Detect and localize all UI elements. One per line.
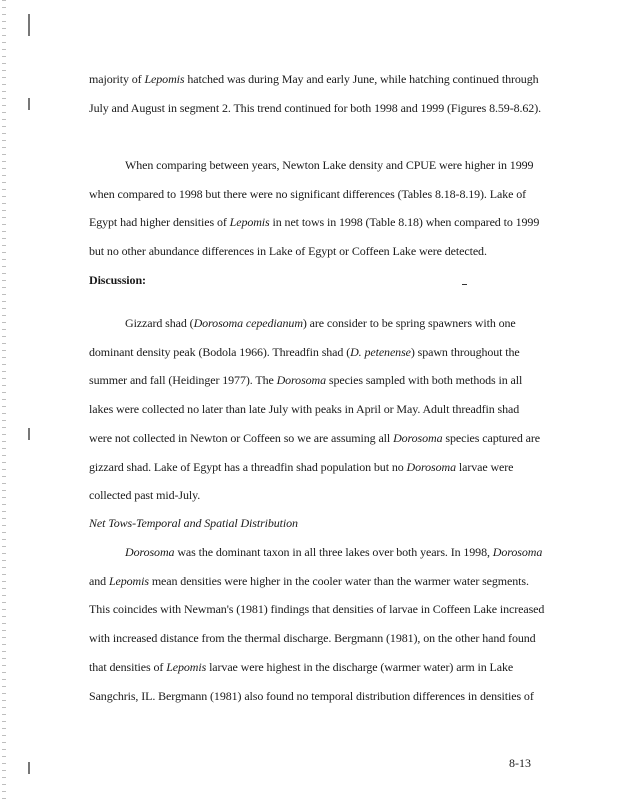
- text-run: was the dominant taxon in all three lakes over both years. In 1998,: [174, 545, 493, 559]
- scan-margin-mark: [28, 428, 30, 440]
- text-run: that densities of: [89, 660, 167, 674]
- text-run: Egypt had higher densities of: [89, 215, 230, 229]
- paragraph-line: [89, 345, 520, 360]
- text-run: gizzard shad. Lake of Egypt has a threadfin shad population but no: [89, 460, 407, 474]
- scan-margin-mark: [28, 762, 30, 774]
- text-run: majority of: [89, 72, 145, 86]
- italic-run: Lepomis: [144, 72, 185, 86]
- paragraph-line: When comparing between years, Newton Lake density and CPUE were higher in 1999: [125, 158, 534, 172]
- text-run: in net tows in 1998 (Table 8.18) when compared to 1999: [269, 215, 540, 229]
- text-run: were not collected in Newton or Coffeen so we are assuming all: [89, 431, 394, 445]
- paragraph-line: [125, 316, 516, 331]
- text-run: hatched was during May and early June, while hatching continued through: [184, 72, 539, 86]
- paragraph-line: lakes were collected no later than late July with peaks in April or May. Adult threadfin shad: [89, 402, 520, 416]
- italic-run: Lepomis: [166, 660, 207, 674]
- text-run: species sampled with both methods in all: [326, 373, 523, 387]
- paragraph-line: [125, 545, 542, 560]
- scan-margin-mark: [28, 98, 30, 110]
- text-run: species captured are: [442, 431, 541, 445]
- italic-run: Dorosoma: [276, 373, 327, 387]
- paragraph-line: [89, 431, 540, 446]
- italic-run: Dorosoma: [492, 545, 543, 559]
- italic-run: Dorosoma: [393, 431, 443, 445]
- paragraph-line: collected past mid-July.: [89, 488, 201, 502]
- section-heading: Discussion:: [89, 273, 146, 287]
- italic-run: Dorosoma: [406, 460, 456, 474]
- italic-run: Lepomis: [229, 215, 270, 229]
- text-run: mean densities were higher in the cooler water than the warmer water segments.: [148, 574, 529, 588]
- italic-run: Dorosoma cepedianum: [193, 316, 303, 330]
- paragraph-line: This coincides with Newman's (1981) findings that densities of larvae in Coffeen Lake increased: [89, 602, 545, 616]
- text-run: summer and fall (Heidinger 1977). The: [89, 373, 277, 387]
- paragraph-line: but no other abundance differences in Lake of Egypt or Coffeen Lake were detected.: [89, 244, 487, 258]
- scan-margin-mark: [28, 14, 30, 36]
- paragraph-line: when compared to 1998 but there were no significant differences (Tables 8.18-8.19). Lake of: [89, 187, 527, 201]
- italic-run: Lepomis: [108, 574, 149, 588]
- paragraph-line: with increased distance from the thermal discharge. Bergmann (1981), on the other hand found: [89, 631, 536, 645]
- paragraph-line: [89, 72, 539, 87]
- page-number: 8-13: [509, 756, 531, 770]
- italic-run: Dorosoma: [125, 545, 175, 559]
- paragraph-line: [89, 373, 522, 388]
- paragraph-line: July and August in segment 2. This trend continued for both 1998 and 1999 (Figures 8.59-8.62).: [89, 101, 541, 115]
- text-run: dominant density peak (Bodola 1966). Threadfin shad (: [89, 345, 351, 359]
- paragraph-line: Sangchris, IL. Bergmann (1981) also found no temporal distribution differences in densities of: [89, 689, 534, 703]
- text-run: larvae were highest in the discharge (warmer water) arm in Lake: [206, 660, 514, 674]
- text-run: ) spawn throughout the: [410, 345, 520, 359]
- subsection-heading: Net Tows-Temporal and Spatial Distribution: [89, 516, 298, 530]
- text-run: and: [89, 574, 109, 588]
- paragraph-line: [89, 215, 539, 230]
- text-run: larvae were: [455, 460, 514, 474]
- text-run: Gizzard shad (: [125, 316, 194, 330]
- scan-margin-edge: [2, 0, 6, 800]
- italic-run: D. petenense: [350, 345, 411, 359]
- text-run: ) are consider to be spring spawners with one: [302, 316, 516, 330]
- paragraph-line: [89, 660, 513, 675]
- paragraph-line: [89, 574, 529, 589]
- paragraph-line: [89, 460, 513, 475]
- stray-mark: [462, 284, 467, 285]
